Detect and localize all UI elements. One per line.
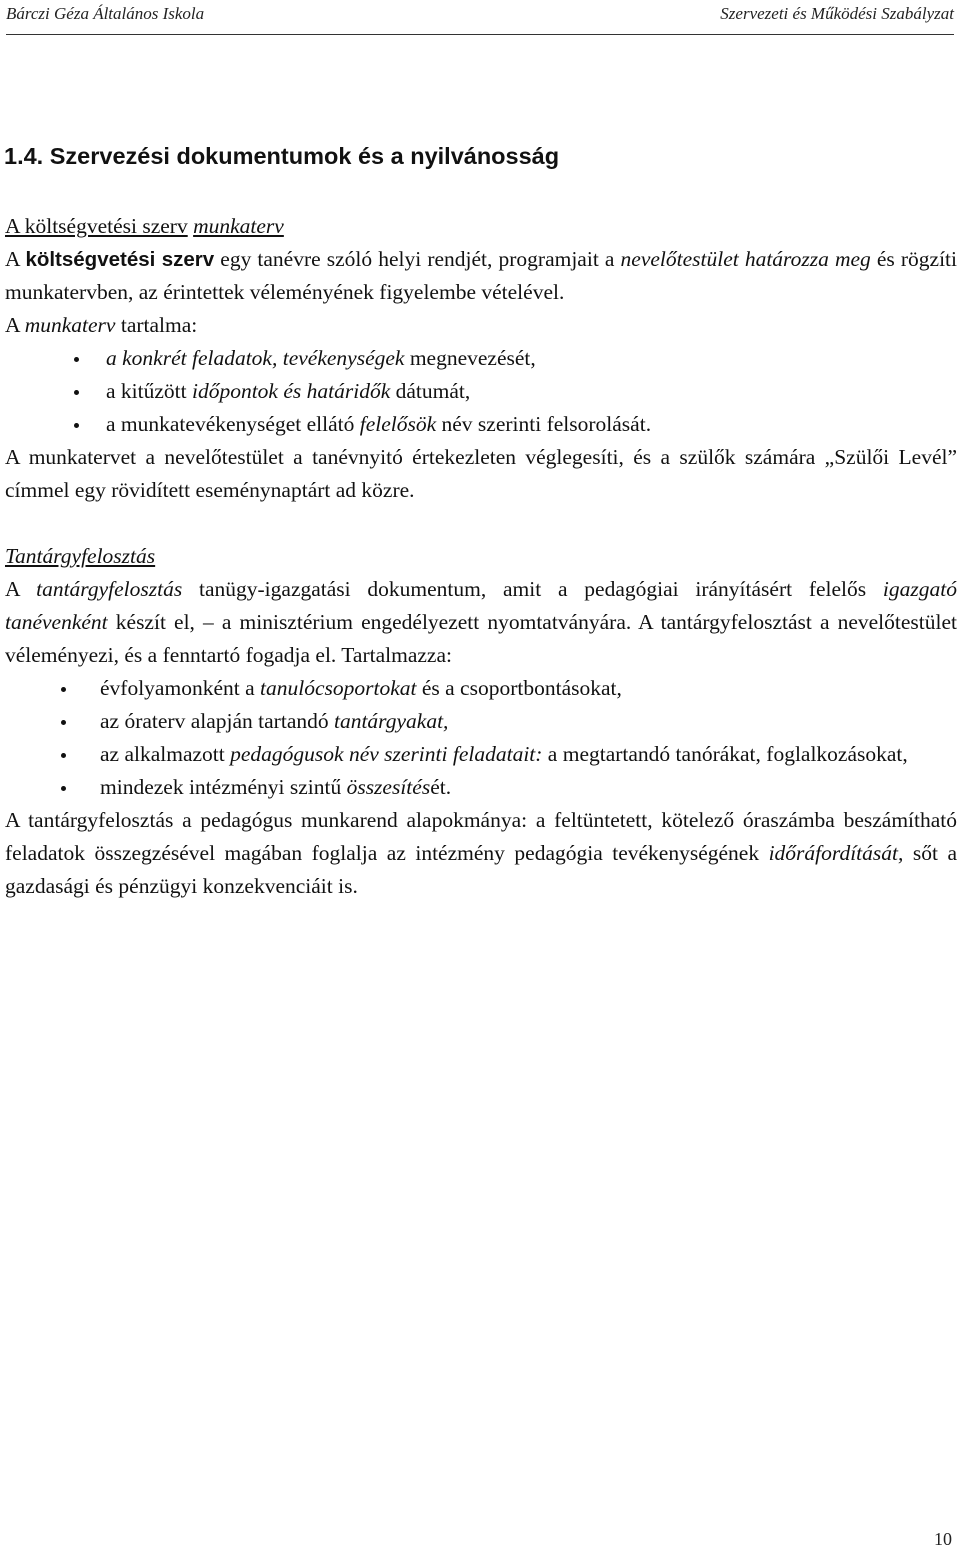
tantargy-bullet-list [5, 672, 957, 804]
italic-term: a konkrét feladatok, tevékenységek [106, 346, 405, 370]
tantargy-heading: Tantárgyfelosztás [5, 544, 156, 568]
list-item [5, 738, 957, 771]
italic-term: összesítés [346, 775, 431, 799]
text: A [5, 247, 26, 271]
text: tanügy-igazgatási dokumentum, amit a pedagógiai irányításért felelős [182, 577, 883, 601]
tantargy-paragraph-1 [5, 573, 957, 672]
list-item [5, 408, 957, 441]
text: A tantárgyfelosztás a pedagógus munkarend alapokmánya: a feltüntetett, kötelező óraszámba beszámítható feladatok összegzésével magában foglalja az intézmény pedagógia tevékenységének [5, 808, 957, 865]
section-title-text: Szervezési dokumentumok és a nyilvánosság [49, 143, 560, 169]
munkaterv-heading-a: A költségvetési szerv [5, 214, 188, 238]
munkaterv-heading-b: munkaterv [193, 214, 284, 238]
italic-term: munkaterv [24, 313, 116, 337]
text: az óraterv alapján tartandó [100, 709, 334, 733]
page-header [6, 4, 954, 26]
italic-term: tanulócsoportokat [260, 676, 417, 700]
munkaterv-paragraph-2: A munkatervet a nevelőtestület a tanévnyitó értekezleten véglegesíti, és a szülők számára „Szülői Levél” címmel egy rövidített eseménynaptárt ad közre. [5, 445, 957, 502]
text: a kitűzött [106, 379, 192, 403]
text: A [5, 313, 25, 337]
text: és rögzíti munkatervben, az érintettek véleményének figyelembe vételével. [5, 247, 957, 304]
text: sőt a gazdasági és pénzügyi konzekvenciáit is. [5, 841, 957, 898]
text: megnevezését, [404, 346, 536, 370]
text: a munkatevékenységet ellátó [106, 412, 360, 436]
list-item [5, 342, 957, 375]
text: dátumát, [390, 379, 471, 403]
italic-term: igazgató tanévenként [5, 577, 957, 634]
section-title [4, 143, 559, 170]
italic-term: tantárgyakat, [333, 709, 449, 733]
header-document-title: Szervezeti és Működési Szabályzat [720, 4, 954, 23]
munkaterv-tartalma [5, 309, 957, 342]
list-item [5, 705, 957, 738]
list-item [5, 375, 957, 408]
list-item [5, 771, 957, 804]
text: az alkalmazott [100, 742, 231, 766]
text: tartalma: [115, 313, 198, 337]
tantargy-paragraph-2 [5, 804, 957, 903]
text: mindezek intézményi szintű [100, 775, 347, 799]
header-rule [6, 34, 954, 35]
text: A [5, 577, 37, 601]
text: a megtartandó tanórákat, foglalkozásokat, [542, 742, 908, 766]
italic-term: időpontok és határidők [191, 379, 391, 403]
italic-term: nevelőtestület határozza meg [620, 247, 871, 271]
header-school-name: Bárczi Géza Általános Iskola [6, 4, 205, 23]
munkaterv-bullet-list [5, 342, 957, 441]
section-number: 1.4. [4, 143, 44, 169]
text: ét. [430, 775, 452, 799]
italic-term: pedagógusok név szerinti feladatait: [230, 742, 543, 766]
bold-term: költségvetési szerv [25, 248, 215, 271]
italic-term: tantárgyfelosztás [36, 577, 183, 601]
munkaterv-paragraph-1 [5, 243, 957, 309]
italic-term: időráfordítását, [768, 841, 904, 865]
page-number: 10 [934, 1529, 952, 1549]
munkaterv-heading [5, 210, 957, 243]
text: készít el, – a minisztérium engedélyezett nyomtatványára. A tantárgyfelosztást a nevelőtestület véleményezi, és a fenntartó fogadja el. Tartalmazza: [5, 610, 957, 667]
text: és a csoportbontásokat, [416, 676, 622, 700]
text: évfolyamonként a [100, 676, 261, 700]
list-item [5, 672, 957, 705]
text: név szerinti felsorolását. [436, 412, 652, 436]
text: egy tanévre szóló helyi rendjét, programjait a [214, 247, 621, 271]
italic-term: felelősök [359, 412, 437, 436]
spacer [5, 507, 957, 540]
document-body [5, 210, 957, 903]
